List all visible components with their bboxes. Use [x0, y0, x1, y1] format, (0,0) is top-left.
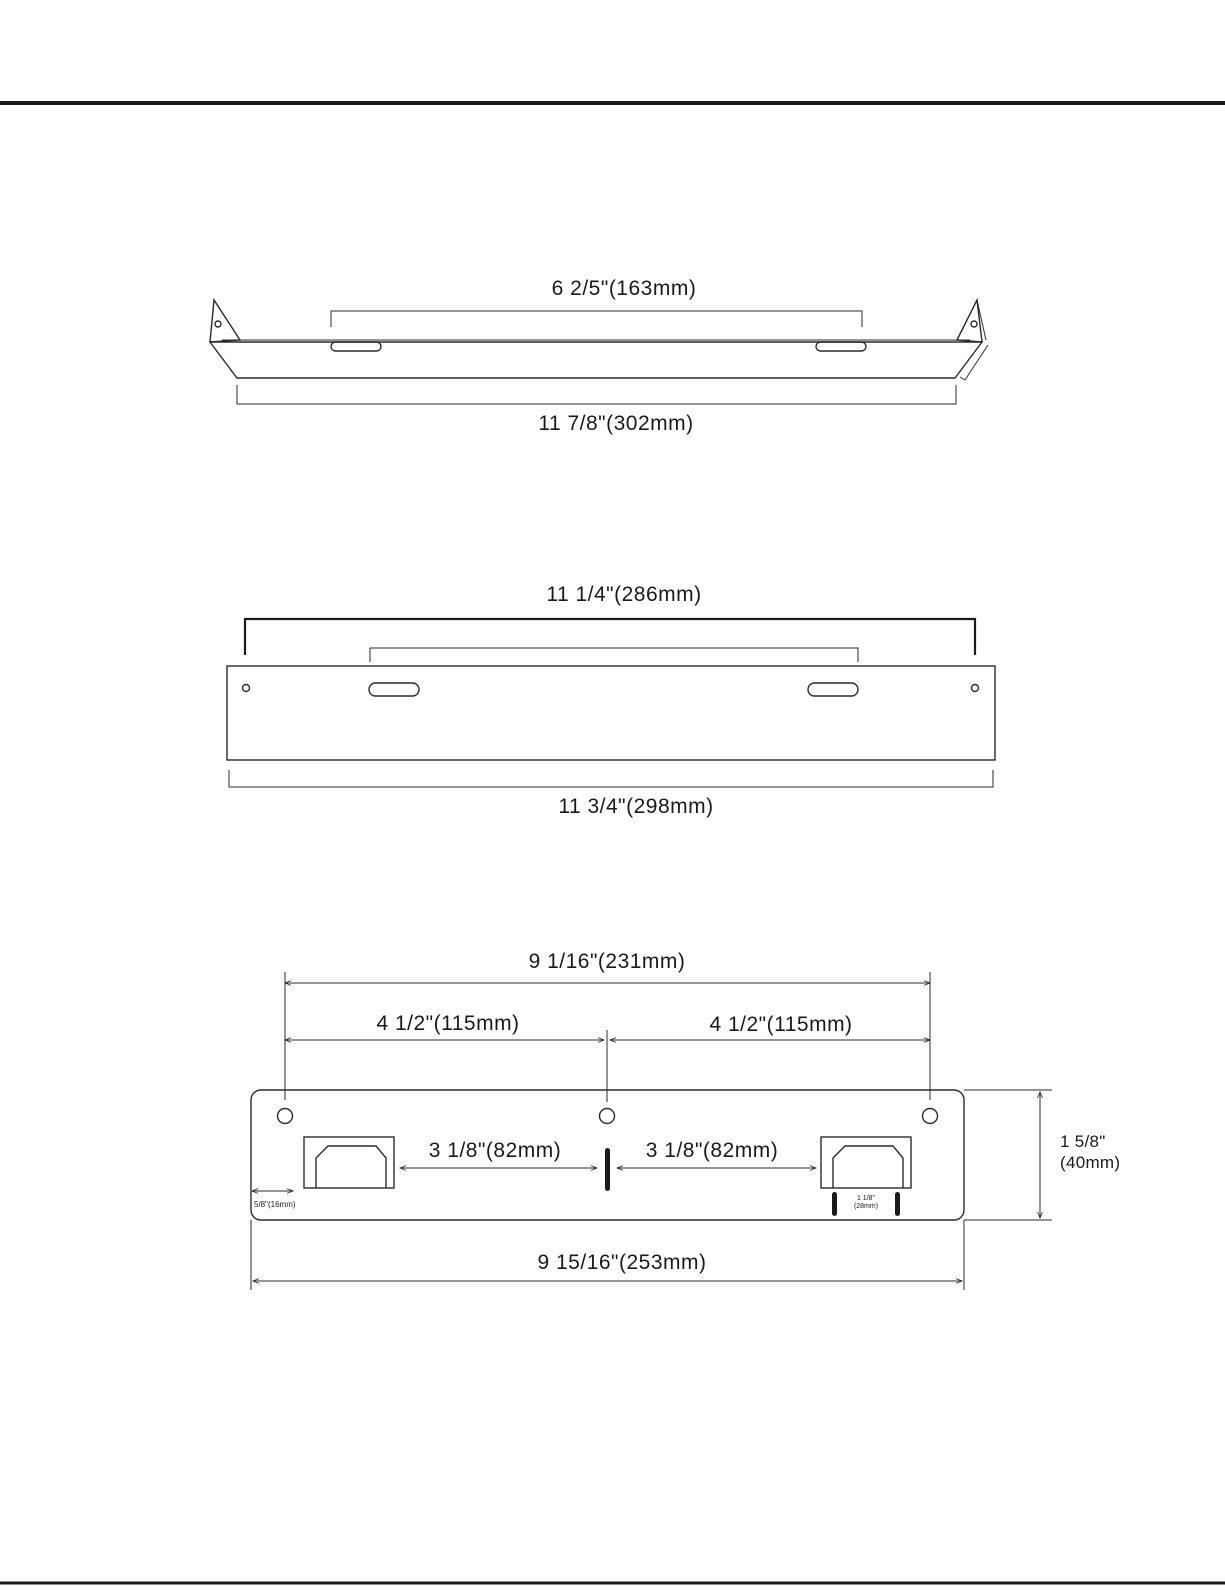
plate-view	[251, 950, 1120, 1290]
plate-left-hole	[278, 1109, 293, 1124]
top-left-tab	[210, 300, 240, 342]
plate-edge-offset-label: 5/8"(16mm)	[254, 1200, 296, 1209]
top-overall-bracket	[237, 385, 956, 404]
front-right-hole	[972, 685, 979, 692]
top-view	[210, 277, 988, 435]
plate-center-bar	[605, 1148, 610, 1191]
plate-tab-bar-left	[832, 1192, 837, 1216]
front-overall-bracket	[229, 770, 993, 787]
front-strip	[227, 666, 995, 760]
plate-hole-span-label: 9 1/16"(231mm)	[528, 950, 686, 973]
plate-left-half-label: 4 1/2"(115mm)	[376, 1012, 520, 1035]
front-slot-span-bracket	[370, 648, 858, 662]
top-left-slot	[331, 342, 381, 351]
front-left-slot	[369, 683, 419, 696]
plate-left-gap-label: 3 1/8"(82mm)	[428, 1139, 562, 1162]
plate-right-hole	[923, 1109, 938, 1124]
plate-height-in: 1 5/8"	[1060, 1132, 1106, 1151]
plate-tab-bar-right	[895, 1192, 900, 1216]
front-outer-span-bracket	[245, 619, 975, 655]
front-outer-span-label: 11 1/4"(286mm)	[546, 583, 702, 606]
plate-right-hook-outer	[821, 1137, 911, 1188]
plate-right-hook-inner	[833, 1146, 903, 1188]
front-right-slot	[808, 683, 858, 696]
top-depth-tick	[960, 345, 988, 380]
plate-right-gap-label: 3 1/8"(82mm)	[645, 1139, 779, 1162]
plate-height-mm: (40mm)	[1060, 1153, 1121, 1172]
plate-left-hook-inner	[316, 1146, 386, 1188]
top-slot-span-label: 6 2/5"(163mm)	[551, 277, 697, 300]
plate-overall-label: 9 15/16"(253mm)	[537, 1251, 707, 1274]
top-right-slot	[816, 342, 866, 351]
front-view	[227, 583, 995, 818]
top-overall-label: 11 7/8"(302mm)	[538, 412, 694, 435]
plate-left-hook-outer	[304, 1137, 394, 1188]
top-right-tab-hole	[971, 321, 977, 327]
plate-tab-width-in: 1 1/8"	[856, 1195, 876, 1202]
top-slot-span-bracket	[331, 311, 862, 327]
plate-right-half-label: 4 1/2"(115mm)	[709, 1013, 853, 1036]
front-left-hole	[243, 685, 250, 692]
top-left-tab-hole	[215, 321, 221, 327]
plate-tab-width-mm: (28mm)	[853, 1203, 879, 1210]
plate-center-hole	[600, 1109, 615, 1124]
front-overall-label: 11 3/4"(298mm)	[558, 795, 714, 818]
